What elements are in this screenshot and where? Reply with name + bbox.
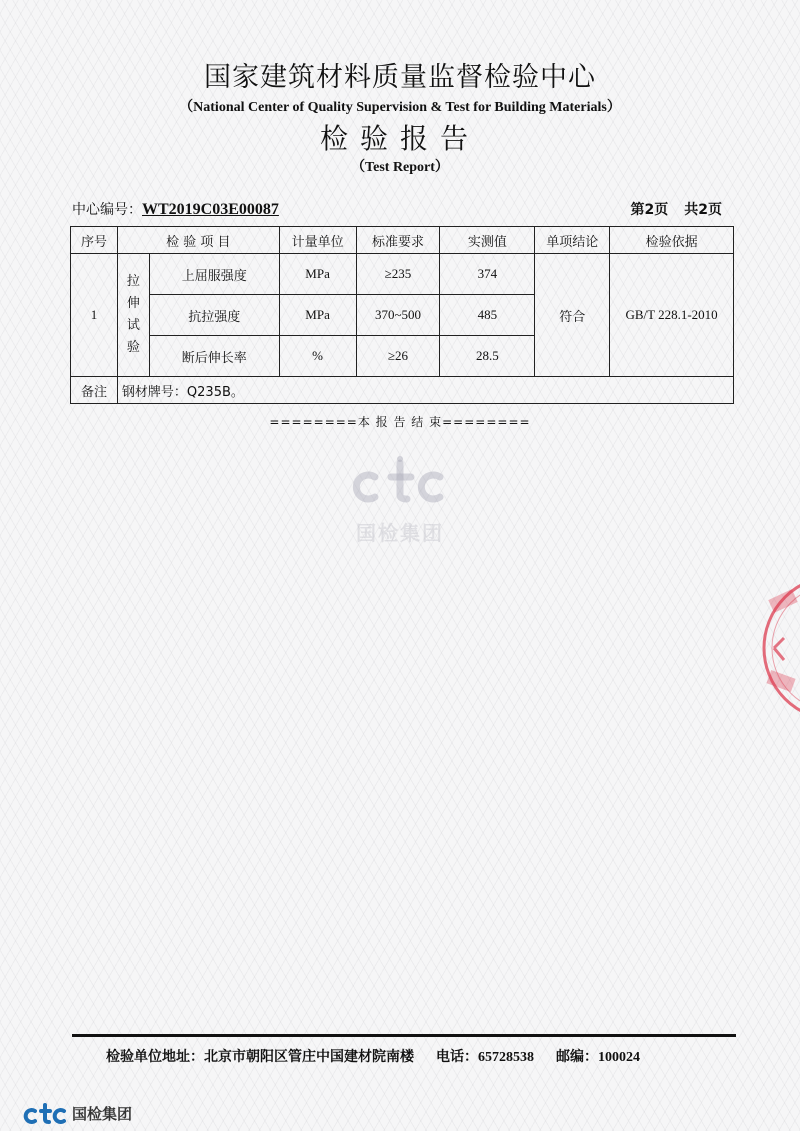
report-title-en: （Test Report）	[351, 160, 449, 175]
unit-cell: MPa	[279, 254, 356, 295]
report-title-cn: 检验报告	[319, 122, 480, 155]
header-unit: 计量单位	[279, 227, 356, 254]
brand-name: 国检集团	[72, 1104, 133, 1123]
item-cell: 断后伸长率	[149, 336, 279, 377]
header-seq: 序号	[71, 227, 118, 254]
center-number-label: 中心编号：	[72, 202, 142, 218]
footer-divider	[72, 1034, 736, 1037]
report-end-line: ========本 报 告 结 束========	[269, 415, 531, 429]
address: 北京市朝阳区管庄中国建材院南楼	[204, 1049, 414, 1065]
zip-label: 邮编：	[556, 1049, 598, 1065]
test-results-table	[70, 226, 734, 404]
header-item: 检 验 项 目	[117, 227, 279, 254]
red-seal-icon	[756, 568, 800, 728]
requirement-cell: 370~500	[356, 295, 440, 336]
footer-contact	[106, 1046, 746, 1066]
zip: 100024	[598, 1050, 640, 1065]
watermark-text: 国检集团	[356, 521, 444, 545]
phone-label: 电话：	[436, 1049, 478, 1065]
page-total: 共2页	[684, 202, 722, 218]
basis-cell: GB/T 228.1-2010	[610, 254, 734, 377]
item-cell: 抗拉强度	[149, 295, 279, 336]
brand-footer	[22, 1100, 132, 1126]
header-basis: 检验依据	[610, 227, 734, 254]
requirement-cell: ≥235	[356, 254, 440, 295]
page-indicator	[615, 199, 723, 219]
ctc-logo-icon	[22, 1102, 68, 1124]
page-number: 第2页	[630, 202, 669, 218]
remark-text: 钢材牌号：Q235B。	[117, 377, 733, 404]
remark-row	[71, 377, 734, 404]
header-requirement: 标准要求	[356, 227, 440, 254]
ctc-watermark-logo-icon	[345, 455, 455, 505]
address-label: 检验单位地址：	[106, 1049, 204, 1065]
org-title-en: （National Center of Quality Supervision & Test for Building Materials）	[179, 100, 621, 115]
header-value: 实测值	[440, 227, 535, 254]
value-cell: 374	[440, 254, 535, 295]
group-cell: 拉 伸 试 验	[117, 254, 149, 377]
requirement-cell: ≥26	[356, 336, 440, 377]
table-header-row	[71, 227, 734, 254]
table-row	[71, 254, 734, 295]
center-number: WT2019C03E00087	[142, 201, 279, 218]
org-title-cn: 国家建筑材料质量监督检验中心	[204, 62, 596, 93]
item-cell: 上屈服强度	[149, 254, 279, 295]
conclusion-cell: 符合	[535, 254, 610, 377]
unit-cell: MPa	[279, 295, 356, 336]
phone: 65728538	[478, 1050, 534, 1065]
seq-cell: 1	[71, 254, 118, 377]
value-cell: 485	[440, 295, 535, 336]
remark-label: 备注	[71, 377, 118, 404]
unit-cell: %	[279, 336, 356, 377]
value-cell: 28.5	[440, 336, 535, 377]
report-meta	[72, 199, 722, 221]
header-conclusion: 单项结论	[535, 227, 610, 254]
